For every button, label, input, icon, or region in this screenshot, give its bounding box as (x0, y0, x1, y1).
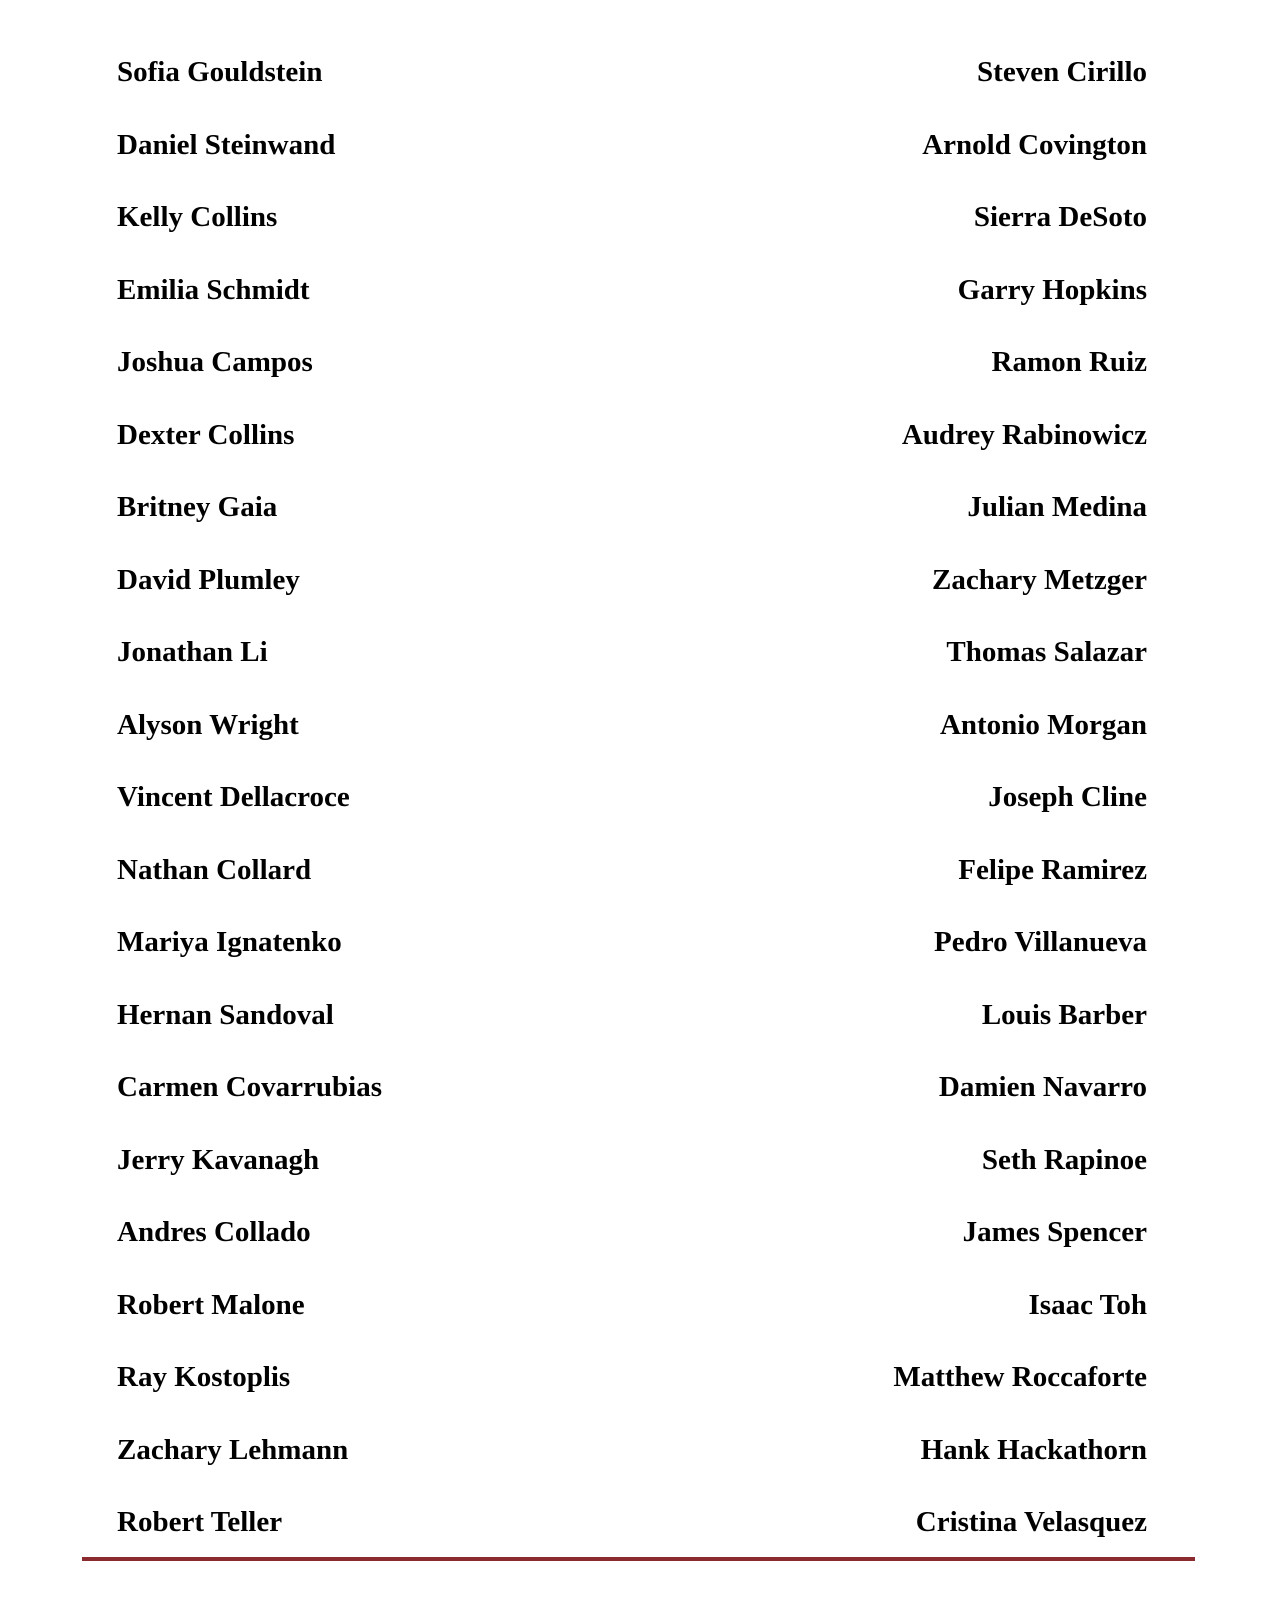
name-row (117, 1124, 1147, 1197)
name-right: Isaac Toh (1028, 1288, 1147, 1321)
name-left: Andres Collado (117, 1216, 311, 1248)
name-right: Pedro Villanueva (934, 926, 1147, 958)
name-right: Julian Medina (967, 491, 1147, 523)
name-row (117, 36, 1147, 109)
name-left: Daniel Steinwand (117, 128, 336, 161)
name-left: Vincent Dellacroce (117, 781, 350, 813)
name-left: Jerry Kavanagh (117, 1143, 320, 1176)
footer-divider (82, 1557, 1195, 1561)
name-left: Ray Kostoplis (117, 1361, 291, 1393)
name-right: Audrey Rabinowicz (901, 418, 1147, 451)
name-right: Cristina Velasquez (915, 1506, 1147, 1538)
name-row (117, 834, 1147, 907)
name-row (117, 616, 1147, 689)
name-right: Garry Hopkins (957, 273, 1147, 306)
name-left: Zachary Lehmann (117, 1433, 349, 1466)
name-left: Nathan Collard (117, 853, 312, 886)
name-left: Dexter Collins (117, 418, 295, 451)
name-right: Antonio Morgan (939, 708, 1147, 741)
name-row (117, 109, 1147, 182)
name-left: Jonathan Li (117, 636, 268, 668)
name-row (117, 254, 1147, 327)
name-row (117, 544, 1147, 617)
name-right: Hank Hackathorn (920, 1433, 1147, 1466)
name-right: Felipe Ramirez (958, 853, 1147, 886)
name-right: Arnold Covington (922, 128, 1147, 161)
name-left: Britney Gaia (117, 491, 278, 523)
name-row (117, 471, 1147, 544)
name-row (117, 906, 1147, 979)
name-row (117, 1196, 1147, 1269)
name-left: Alyson Wright (117, 708, 299, 741)
name-left: David Plumley (117, 563, 300, 596)
name-left: Mariya Ignatenko (117, 926, 342, 958)
name-right: Louis Barber (981, 998, 1147, 1031)
name-left: Hernan Sandoval (117, 998, 334, 1031)
name-row (117, 326, 1147, 399)
name-row (117, 399, 1147, 472)
name-row (117, 1341, 1147, 1414)
name-row (117, 1051, 1147, 1124)
name-right: Damien Navarro (938, 1071, 1147, 1103)
name-row (117, 181, 1147, 254)
name-right: Sierra DeSoto (973, 201, 1147, 233)
name-left: Robert Malone (117, 1288, 305, 1321)
name-left: Emilia Schmidt (117, 273, 310, 306)
name-right: Zachary Metzger (932, 563, 1147, 596)
name-right: James Spencer (962, 1216, 1147, 1248)
name-right: Seth Rapinoe (981, 1143, 1147, 1176)
name-row (117, 979, 1147, 1052)
name-right: Thomas Salazar (946, 636, 1147, 668)
name-left: Carmen Covarrubias (117, 1071, 383, 1103)
name-row (117, 1414, 1147, 1487)
names-grid (117, 36, 1147, 1559)
name-left: Robert Teller (117, 1506, 283, 1538)
name-left: Joshua Campos (117, 346, 313, 378)
name-right: Steven Cirillo (977, 56, 1147, 88)
name-right: Matthew Roccaforte (893, 1361, 1147, 1393)
name-right: Joseph Cline (988, 781, 1147, 813)
name-row (117, 1269, 1147, 1342)
name-row (117, 1486, 1147, 1559)
name-row (117, 689, 1147, 762)
name-left: Sofia Gouldstein (117, 56, 323, 88)
name-right: Ramon Ruiz (991, 346, 1147, 378)
name-row (117, 761, 1147, 834)
name-left: Kelly Collins (117, 201, 278, 233)
